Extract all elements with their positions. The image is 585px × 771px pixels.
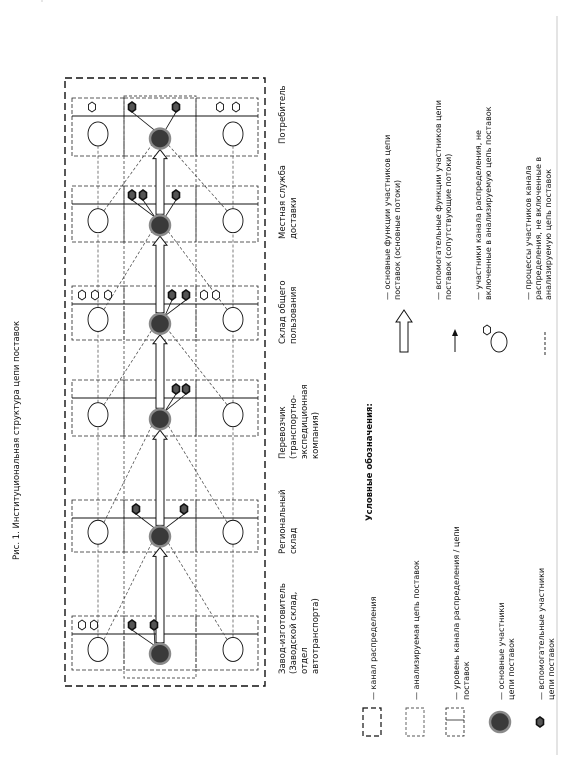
aux-participant-icon	[173, 102, 180, 112]
figure-caption: Рис. 1. Институциональная структура цепи поставок	[12, 320, 22, 560]
stage-label-line: компания)	[311, 411, 321, 459]
legend-text: поставок (основные потоки)	[393, 179, 402, 300]
stage-label-line: Потребитель	[278, 85, 288, 144]
stage-label-line: (Заводской склад,	[289, 591, 299, 674]
aux-participant-icon	[201, 290, 208, 300]
other-process-link	[104, 425, 152, 522]
aux-function-arrow	[165, 394, 186, 411]
legend	[363, 100, 556, 736]
aux-function-arrow	[165, 200, 176, 217]
aux-participant-icon	[105, 290, 112, 300]
stage-label-s5	[278, 165, 299, 239]
stage-label-line: доставки	[289, 197, 299, 239]
aux-function-arrow	[132, 112, 155, 131]
legend-level-symbol	[446, 708, 464, 736]
other-participant-node	[88, 307, 108, 331]
aux-participant-icon	[217, 102, 224, 112]
legend-text: — процессы участников канала	[524, 165, 533, 300]
stage-label-line: склад	[289, 527, 299, 554]
stage-label-s2	[278, 489, 299, 554]
aux-participant-icon	[173, 190, 180, 200]
legend-text: поставок (сопутствующие потоки)	[444, 153, 453, 300]
aux-function-arrow	[165, 514, 184, 528]
legend-item-analyzed	[412, 560, 421, 700]
other-process-link	[104, 145, 152, 211]
legend-main-arrow	[396, 310, 412, 352]
other-participant-node	[88, 403, 108, 427]
stage-label-line: автотранспорта)	[311, 598, 321, 674]
legend-text: анализируемую цепь поставок	[544, 169, 553, 300]
stage-label-line: (транспортно-	[289, 394, 299, 459]
supply-chain-diagram	[65, 78, 265, 686]
legend-item-channel	[369, 596, 378, 700]
main-flow-arrow	[153, 430, 167, 525]
legend-text: поставок	[462, 661, 471, 700]
aux-participant-icon	[129, 190, 136, 200]
aux-participant-icon	[173, 384, 180, 394]
legend-text: — уровень канала распределения / цепи	[452, 526, 461, 700]
levels-group	[72, 98, 258, 670]
legend-item-other_processes	[524, 157, 553, 300]
aux-function-arrow	[132, 630, 155, 646]
other-participant-node	[223, 307, 243, 331]
aux-participant-icon	[181, 504, 188, 514]
aux-function-arrow	[154, 630, 155, 646]
stage-label-s3	[278, 384, 321, 459]
legend-item-aux_participants	[537, 568, 556, 700]
other-participant-node	[88, 520, 108, 544]
main-participant-node	[150, 215, 170, 235]
legend-item-level	[452, 526, 471, 700]
other-process-link	[168, 145, 227, 211]
aux-function-arrow	[165, 112, 176, 131]
aux-function-arrow	[165, 394, 176, 411]
aux-participant-icon	[92, 290, 99, 300]
legend-item-main_participants	[497, 602, 516, 700]
stage-label-line: Перевозчик	[278, 406, 288, 459]
legend-aux-arrowhead	[452, 329, 458, 336]
legend-channel-symbol	[363, 708, 381, 736]
other-participant-node	[223, 403, 243, 427]
stage-label-line: Региональный	[278, 489, 288, 554]
other-process-link	[168, 425, 227, 522]
legend-text: цепи поставок	[547, 638, 556, 700]
legend-aux-icon	[537, 717, 544, 727]
legend-text: — участники канала распределения, не	[474, 130, 483, 300]
other-participant-node	[223, 209, 243, 233]
aux-participant-icon	[233, 102, 240, 112]
main-flow-arrow	[153, 335, 167, 408]
other-process-link	[168, 542, 227, 639]
other-participant-node	[88, 209, 108, 233]
legend-text: — анализируемая цепь поставок	[412, 560, 421, 700]
other-participant-node	[223, 122, 243, 146]
other-participant-node	[223, 637, 243, 661]
aux-function-arrow	[132, 200, 155, 217]
main-flow-arrow	[153, 150, 167, 215]
stage-label-s6	[278, 85, 288, 144]
aux-participant-icon	[129, 102, 136, 112]
other-participant-node	[223, 520, 243, 544]
aux-participant-icon	[183, 290, 190, 300]
aux-participant-icon	[169, 290, 176, 300]
legend-text: — канал распределения	[369, 596, 378, 700]
aux-participant-icon	[183, 384, 190, 394]
aux-participant-icon	[213, 290, 220, 300]
stage-label-s4	[278, 280, 299, 344]
stage-labels	[278, 85, 321, 674]
aux-participant-icon	[133, 504, 140, 514]
legend-title: Условные обозначения:	[365, 403, 375, 521]
aux-function-arrow	[143, 200, 155, 217]
main-participant-node	[150, 314, 170, 334]
main-participant-node	[150, 644, 170, 664]
other-participant-node	[88, 122, 108, 146]
legend-analyzed-symbol	[406, 708, 424, 736]
legend-main-node	[490, 712, 510, 732]
legend-text: — вспомогательные участники	[537, 567, 546, 700]
stage-label-line: пользования	[289, 286, 299, 344]
main-participant-node	[150, 129, 170, 149]
legend-text: — вспомогательные функции участников цепи	[434, 100, 443, 300]
main-flow-arrow	[153, 236, 167, 313]
legend-item-other_participants	[474, 106, 493, 300]
other-process-link	[104, 330, 152, 405]
legend-item-main_functions	[383, 135, 402, 300]
stage-label-line: Склад общего	[278, 280, 288, 344]
main-participant-node	[150, 409, 170, 429]
aux-function-arrow	[136, 514, 155, 528]
aux-links-group	[98, 112, 233, 646]
legend-text: — основные функции участников цепи	[383, 134, 392, 300]
distribution-channel-frame	[65, 78, 265, 686]
legend-text: — основные участники	[497, 602, 506, 700]
legend-text: цепи поставок	[507, 638, 516, 700]
aux-participant-icon	[89, 102, 96, 112]
legend-item-aux_functions	[434, 100, 453, 300]
stage-label-line: Завод-изготовитель	[278, 583, 288, 674]
stage-label-line: отдел	[300, 647, 310, 674]
aux-participant-icon	[129, 620, 136, 630]
other-participant-node	[88, 637, 108, 661]
main-participant-node	[150, 526, 170, 546]
legend-text: включенные в анализируемую цепь поставок	[484, 106, 493, 300]
aux-participant-icon	[79, 290, 86, 300]
legend-other-hex	[484, 325, 491, 335]
aux-participant-icon	[140, 190, 147, 200]
stage-label-line: Местная служба	[278, 164, 288, 239]
stage-label-s1	[278, 583, 321, 674]
aux-participant-icon	[79, 620, 86, 630]
stage-label-line: экспедиционная	[300, 384, 310, 459]
aux-participant-icon	[91, 620, 98, 630]
aux-participant-icon	[151, 620, 158, 630]
legend-other-circle	[491, 332, 507, 352]
legend-text: распределения, не включенные в	[534, 156, 543, 300]
